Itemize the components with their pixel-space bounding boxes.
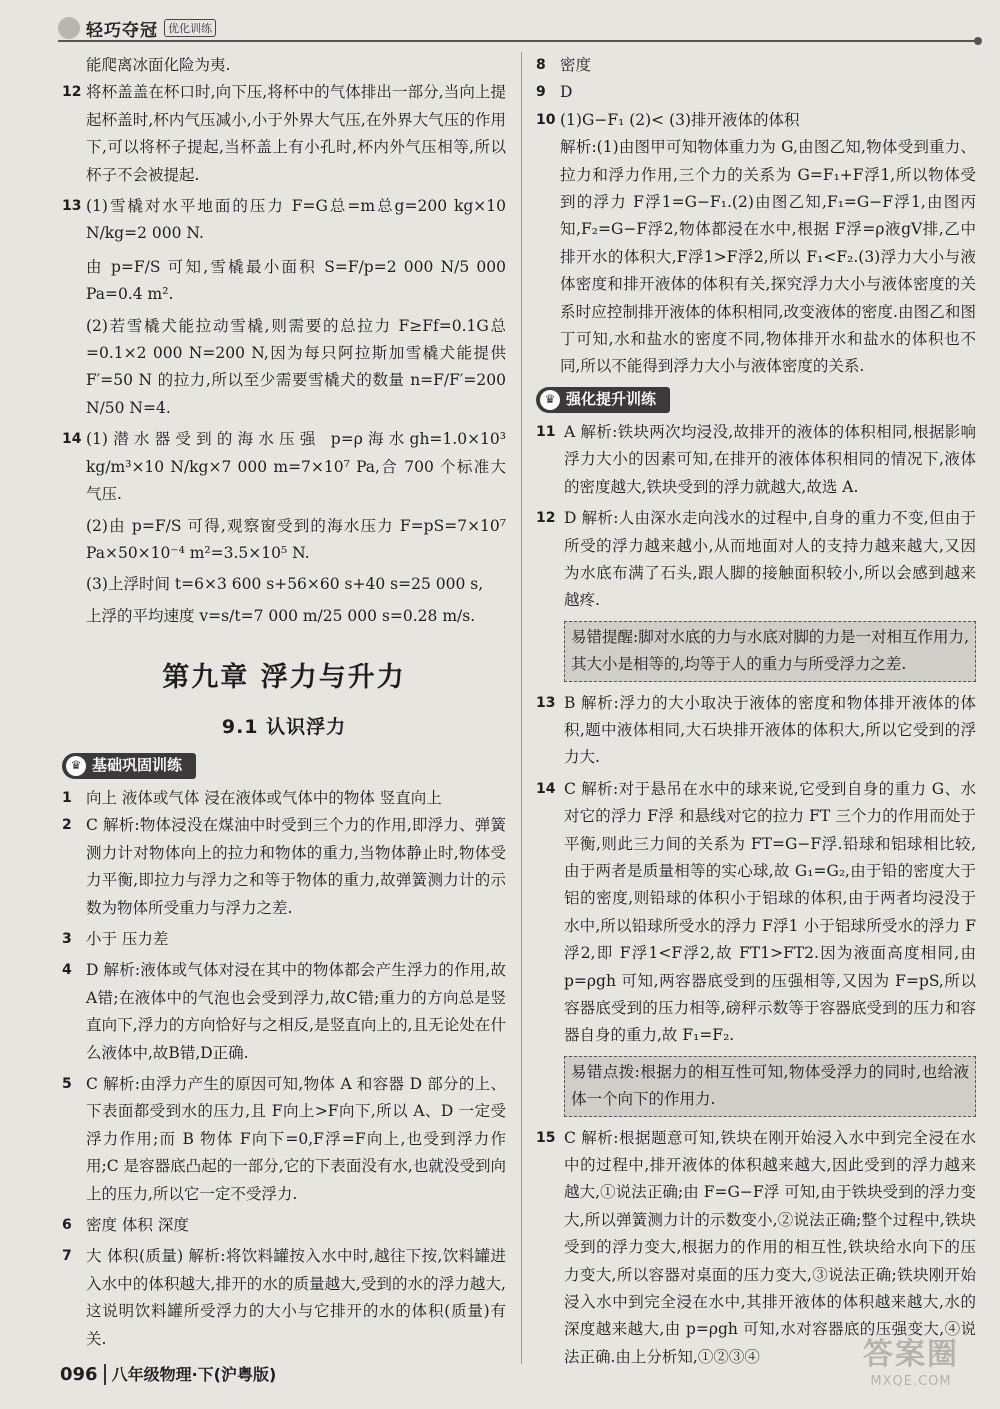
answer-text: 密度 体积 深度 bbox=[86, 1216, 189, 1235]
answer-12b bbox=[536, 505, 976, 615]
header-rule bbox=[58, 40, 978, 42]
answer-text: 将杯盖盖在杯口时,向下压,将杯中的气体排出一部分,当向上提起杯盖时,杯内气压减小,小于外界大气压,在外界大气压的作用下,可以将杯子提起,当杯盖上有小孔时,杯内外气压相等,所以杯子不会被提起. bbox=[86, 83, 506, 184]
answer-text: (1)雪橇对水平地面的压力 F=G总=m总g=200 kg×10 N/kg=2 000 N. bbox=[86, 197, 506, 243]
answer-text: (2)若雪橇犬能拉动雪橇,则需要的总拉力 F≥Ff=0.1G总=0.1×2 000 N=200 N,因为每只阿拉斯加雪橇犬能提供 F′=50 N 的拉力,所以至少需要雪橇犬的数量 n=F/F′=200 N/50 N=4. bbox=[86, 316, 506, 417]
left-column bbox=[62, 52, 506, 1353]
answer-text: B 解析:浮力的大小取决于液体的密度和物体排开液体的体积,题中液体相同,大石块排开液体的体积大,所以它受到的浮力大. bbox=[564, 693, 976, 767]
answer-text: 小于 压力差 bbox=[86, 929, 169, 948]
page-footer bbox=[60, 1362, 276, 1385]
section-banner-advanced bbox=[536, 387, 670, 413]
answer-number: 4 bbox=[62, 962, 72, 979]
column-divider bbox=[521, 52, 522, 1364]
answer-13b bbox=[536, 690, 976, 772]
answer-15 bbox=[536, 1125, 976, 1372]
answer-10 bbox=[536, 107, 976, 134]
answer-number: 8 bbox=[536, 57, 546, 73]
section-title: 9.1 认识浮力 bbox=[221, 715, 347, 738]
answer-text: C 解析:根据题意可知,铁块在刚开始浸入水中到完全浸在水中的过程中,排开液体的体积越来越大,因此受到的浮力越来越大,①说法正确;由 F=G−F浮 可知,由于铁块受到的浮力变大,所以弹簧测力计的示数变小,②说法正确;整个过程中,铁块受到的浮力变大,根据力的作用的相互性,铁块给水向下的压力变大,所以容器对桌面的压力变大,③说法正确;铁块刚开始浸入水中到完全浸在水中,其排开液体的体积越来越大,水的深度越来越大,由 p=ρgh 可知,水对容器底的压强变大,④说法正确.由上分析知,①②③④ bbox=[564, 1128, 976, 1366]
answer-text: (2)由 p=F/S 可得,观察窗受到的海水压力 F=pS=7×10⁷ Pa×50×10⁻⁴ m²=3.5×10⁵ N. bbox=[86, 516, 506, 562]
answer-number: 12 bbox=[536, 510, 556, 527]
answer-2 bbox=[62, 812, 506, 922]
answer-text: 大 体积(质量) 解析:将饮料罐按入水中时,越往下按,饮料罐进入水中的体积越大,排开的水的质量越大,受到的水的浮力越大,这说明饮料罐所受浮力的大小与它排开的水的体积(质量)有关. bbox=[86, 1247, 506, 1348]
answer-number: 13 bbox=[536, 694, 556, 711]
answer-9 bbox=[536, 79, 976, 106]
answer-text: 由 p=F/S 可知,雪橇最小面积 S=F/p=2 000 N/5 000 Pa=0.4 m². bbox=[86, 257, 506, 304]
crown-icon: ♛ bbox=[540, 390, 560, 410]
answer-12 bbox=[62, 79, 506, 189]
answer-4 bbox=[62, 957, 506, 1067]
answer-text: 上浮的平均速度 v=s/t=7 000 m/25 000 s=0.28 m/s. bbox=[86, 606, 476, 625]
watermark bbox=[836, 1336, 986, 1400]
answer-number: 15 bbox=[536, 1129, 556, 1146]
answer-number: 12 bbox=[62, 84, 82, 101]
tip-box: 易错提醒:脚对水底的力与水底对脚的力是一对相互作用力,其大小是相等的,均等于人的重力与所受浮力之差. bbox=[564, 621, 976, 682]
answer-number: 7 bbox=[62, 1248, 72, 1265]
answer-number: 5 bbox=[62, 1076, 72, 1092]
answer-number: 9 bbox=[536, 84, 546, 101]
watermark-url: MXQE.COM bbox=[870, 1374, 952, 1389]
tip-box: 易错点拨:根据力的相互性可知,物体受浮力的同时,也给液体一个向下的作用力. bbox=[564, 1056, 976, 1117]
answer-number: 1 bbox=[62, 789, 72, 806]
banner-label: 基础巩固训练 bbox=[92, 756, 183, 775]
banner-label: 强化提升训练 bbox=[566, 390, 657, 409]
answer-14 bbox=[62, 426, 506, 630]
answer-number: 11 bbox=[536, 423, 556, 440]
page-header bbox=[58, 14, 978, 42]
answer-number: 14 bbox=[62, 431, 82, 448]
answer-continuation: 能爬离冰面化险为夷. bbox=[86, 56, 231, 74]
answer-text: (1)潜水器受到的海水压强 p=ρ海水gh=1.0×10³ kg/m³×10 N/kg×7 000 m=7×10⁷ Pa,合 700 个标准大气压. bbox=[86, 430, 506, 504]
answer-number: 13 bbox=[62, 198, 82, 215]
answer-number: 14 bbox=[536, 780, 556, 797]
answer-text: (1)G−F₁ (2)< (3)排开液体的体积 bbox=[560, 110, 800, 129]
answer-7 bbox=[62, 1243, 506, 1353]
answer-14b bbox=[536, 776, 976, 1050]
answer-text: 向上 液体或气体 浸在液体或气体中的物体 竖直向上 bbox=[86, 788, 442, 807]
answer-10-explanation: 解析:(1)由图甲可知物体重力为 G,由图乙知,物体受到重力、拉力和浮力作用,三个力的关系为 G=F₁+F浮1,所以物体受到的浮力 F浮1=G−F₁.(2)由图乙知,F₁=G−F浮1,由图丙知,F₂=G−F浮2,物体都浸在水中,根据 F浮=ρ液gV排,乙中排开水的体积大,F浮1>F浮2,所以 F₁<F₂.(3)浮力大小与液体密度和排开液体的体积有关,探究浮力大小与液体密度的关系时应控制排开液体的体积相同,改变液体的密度.由图乙和图丁可知,水和盐水的密度不同,物体排开水和盐水的体积也不同,所以不能得到浮力大小与液体密度的关系. bbox=[560, 138, 976, 376]
answer-1 bbox=[62, 785, 506, 812]
book-title: 八年级物理·下(沪粤版) bbox=[111, 1365, 277, 1384]
answer-text: C 解析:对于悬吊在水中的球来说,它受到自身的重力 G、水对它的浮力 F浮 和悬线对它的拉力 FT 三个力的作用而处于平衡,则此三力间的关系为 FT=G−F浮.铅球和铝球相比较,由于两者是质量相等的实心球,故 G₁=G₂,由于铅的密度大于铝的密度,则铅球的体积小于铝球的体积,由于两者均浸没于水中,所以铅球所受水的浮力 F浮1 小于铝球所受水的浮力 F浮2,即 F浮1<F浮2,故 FT1>FT2.因为液面高度相同,由 p=ρgh 可知,两容器底受到的压强相等,又因为 F=pS,所以容器底受到的压力相等,磅秤示数等于容器底受到的压力和容器自身的重力,故 F₁=F₂. bbox=[564, 779, 976, 1045]
answer-number: 10 bbox=[536, 111, 556, 128]
answer-number: 3 bbox=[62, 930, 72, 947]
answer-number: 6 bbox=[62, 1217, 72, 1234]
crown-icon: ♛ bbox=[66, 756, 86, 776]
answer-text: D 解析:液体或气体对浸在其中的物体都会产生浮力的作用,故A错;在液体中的气泡也会受到浮力,故C错;重力的方向总是竖直向下,浮力的方向恰好与之相反,是竖直向上的,且无论处在什么液体中,故B错,D正确. bbox=[86, 961, 506, 1062]
answer-8 bbox=[536, 52, 976, 79]
answer-text: A 解析:铁块两次均浸没,故排开的液体的体积相同,根据影响浮力大小的因素可知,在排开的液体体积相同的情况下,液体的密度越大,铁块受到的浮力就越大,故选 A. bbox=[564, 422, 976, 496]
answer-6 bbox=[62, 1212, 506, 1239]
answer-11 bbox=[536, 419, 976, 501]
right-column bbox=[536, 52, 976, 1371]
brand-logo-icon bbox=[58, 17, 80, 39]
chapter-title: 第九章 浮力与升力 bbox=[162, 662, 406, 694]
answer-13 bbox=[62, 193, 506, 422]
page-number: 096 bbox=[60, 1364, 106, 1385]
section-banner-basic bbox=[62, 753, 196, 779]
answer-text: C 解析:物体浸没在煤油中时受到三个力的作用,即浮力、弹簧测力计对物体向上的拉力和物体的重力,当物体静止时,物体受力平衡,即拉力与浮力之和等于物体的重力,故弹簧测力计的示数为物体所受重力与浮力之差. bbox=[86, 816, 506, 917]
answer-3 bbox=[62, 926, 506, 953]
answer-text: (3)上浮时间 t=6×3 600 s+56×60 s+40 s=25 000 s, bbox=[86, 575, 484, 594]
answer-5 bbox=[62, 1071, 506, 1208]
answer-text: D 解析:人由深水走向浅水的过程中,自身的重力不变,但由于所受的浮力越来越小,从而地面对人的支持力越来越大,又因为水底布满了石头,跟人脚的接触面积较小,所以会感到越来越疼. bbox=[564, 509, 976, 610]
answer-text: D bbox=[560, 83, 573, 102]
answer-number: 2 bbox=[62, 817, 72, 834]
answer-text: 密度 bbox=[560, 56, 592, 74]
watermark-logo: 答案圈 bbox=[863, 1337, 959, 1372]
answer-text: C 解析:由浮力产生的原因可知,物体 A 和容器 D 部分的上、下表面都受到水的压力,且 F向上>F向下,所以 A、D 一定受浮力作用;而 B 物体 F向下=0,F浮=F向上,也受到浮力作用;C 是容器底凸起的一部分,它的下表面没有水,也就没受到向上的压力,所以它一定不受浮力. bbox=[86, 1075, 506, 1203]
brand-title: 轻巧夺冠 bbox=[86, 20, 158, 41]
brand-tag: 优化训练 bbox=[164, 19, 216, 37]
